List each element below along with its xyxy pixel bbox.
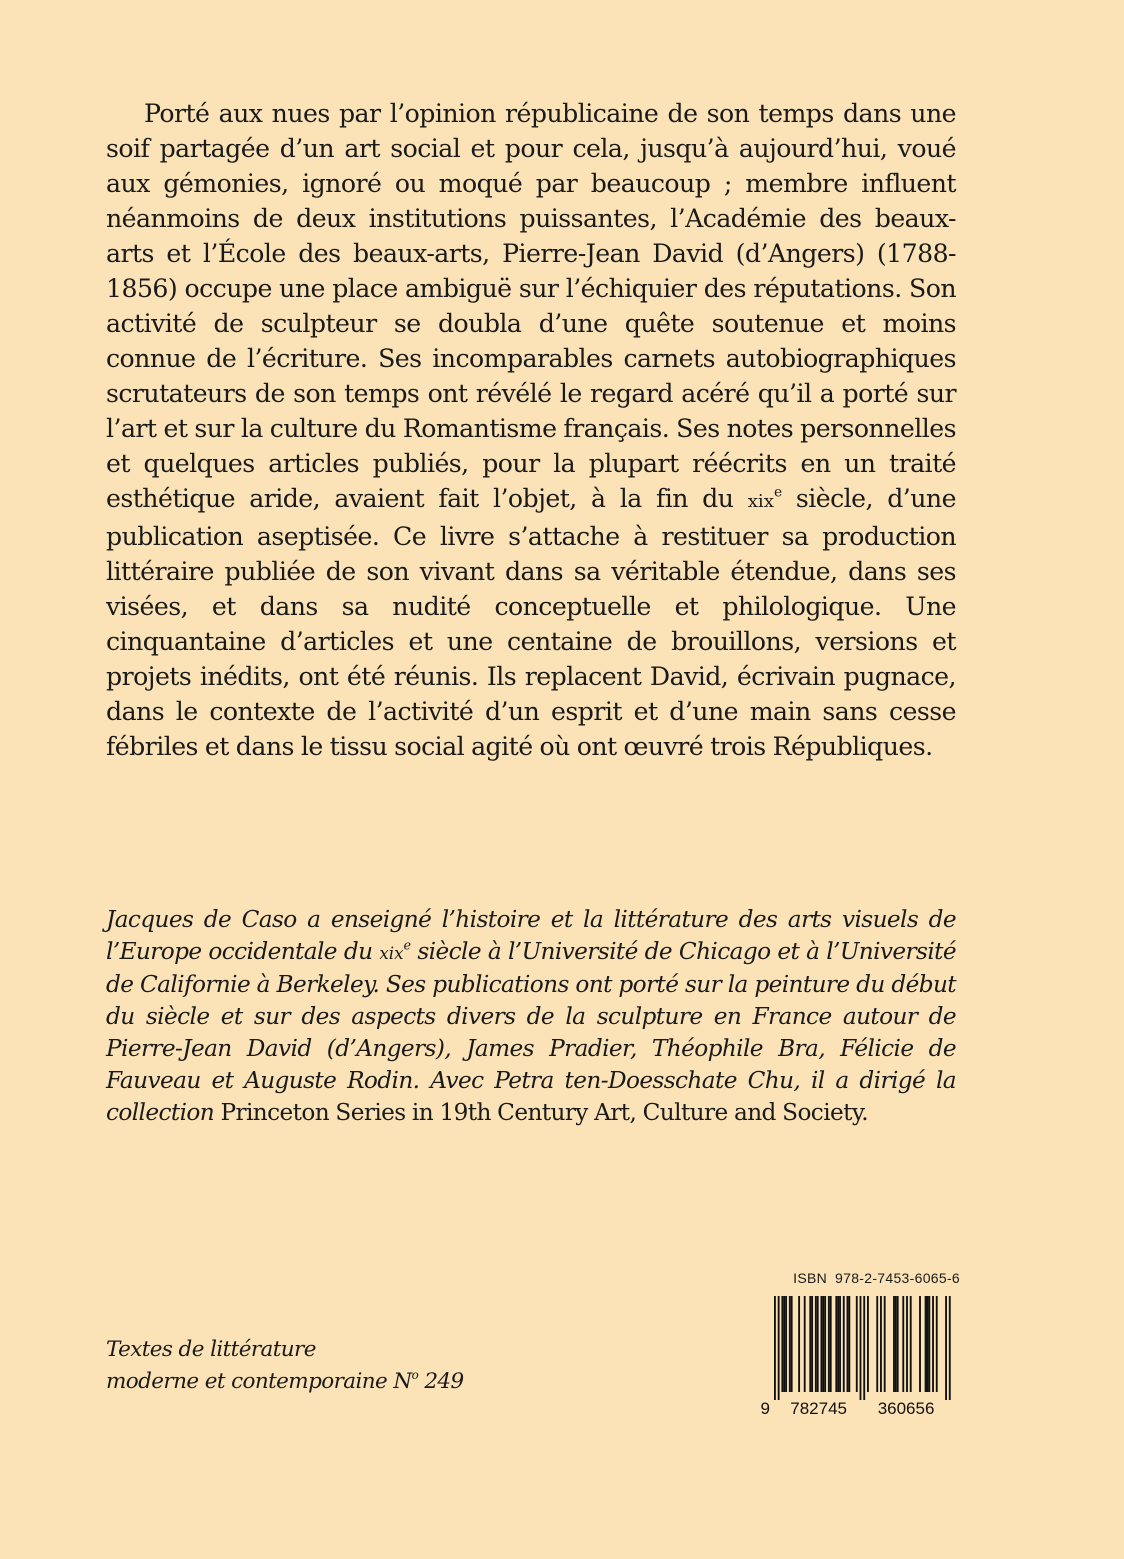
barcode-bar [867,1296,869,1392]
bio-text: Jacques de Caso a enseigné l’histoire et la littérature des arts visuels de l’Europe occidentale du [106,906,956,965]
barcode-bar [884,1296,886,1392]
series-line-2 [106,1366,606,1398]
barcode-bar [774,1296,776,1400]
barcode-bar [897,1296,899,1392]
barcode-bar [927,1296,929,1392]
barcode-bar [835,1296,837,1392]
barcode-bar [815,1296,817,1392]
barcode-bar [880,1296,882,1392]
series-info [106,1334,606,1398]
barcode-bar [936,1296,938,1392]
barcode-bar [893,1296,895,1392]
barcode-bar [902,1296,904,1392]
barcode-bar [821,1296,823,1392]
bio-century: xix [379,943,404,963]
barcode-bar [910,1296,912,1392]
barcode-bar [925,1296,927,1392]
summary-century: xix [747,491,774,512]
barcode-bar [781,1296,783,1392]
isbn-barcode-block [760,1270,960,1420]
barcode-digits: 9 [760,1399,770,1418]
barcode-bar [804,1296,806,1392]
barcode-bar [932,1296,934,1392]
barcode-bar [906,1296,908,1392]
barcode-bar [828,1296,830,1392]
summary-text-after: siècle, d’une publication aseptisée. Ce livre s’attache à restituer sa production littéraire publiée de son vivant dans sa véritable étendue, dans ses visées, et dans sa nudité conceptuelle et philologique. Une cinquantaine d’articles et une centaine de brouillons, versions et projets inédits, ont été réunis. Ils replacent David, écrivain pugnace, dans le contexte de l’activité d’un esprit et d’une main sans cesse fébriles et dans le tissu social agité où ont œuvré trois Républiques. [106,484,956,761]
summary-text: Porté aux nues par l’opinion républicaine de son temps dans une soif partagée d’un art social et pour cela, jusqu’à aujourd’hui, voué aux gémonies, ignoré ou moqué par beaucoup ; membre influent néanmoins de deux institutions puissantes, l’Académie des beaux-arts et l’École des beaux-arts, Pierre-Jean David (d’Angers) (1788-1856) occupe une place ambiguë sur l’échiquier des réputations. Son activité de sculpteur se doubla d’une quête soutenue et moins connue de l’écriture. Ses incomparables carnets autobiographiques scrutateurs de son temps ont révélé le regard acéré qu’il a porté sur l’art et sur la culture du Romantisme français. Ses notes personnelles et quelques articles publiés, pour la plupart réécrits en un traité esthétique aride, avaient fait l’objet, à la fin du [106,99,956,513]
barcode-bar [863,1296,865,1400]
barcode-bar [811,1296,813,1392]
barcode-bar [791,1296,793,1392]
bio-century-sup: e [403,938,411,954]
bio-text-after: siècle à l’Université de Chicago et à l’Université de Californie à Berkeley. Ses publications ont porté sur la peinture du début du siècle et sur des aspects divers de la sculpture en France autour de Pierre-Jean David (d’Angers), James Pradier, Théophile Bra, Félicie de Fauveau et Auguste Rodin. Avec Petra ten-Doesschate Chu, il a dirigé la collection [106,938,956,1126]
barcode-bar [848,1296,850,1392]
barcode-bar [798,1296,800,1392]
barcode-bar [928,1296,930,1392]
barcode-bar [945,1296,947,1400]
barcode-bar [817,1296,819,1392]
author-bio [106,904,956,1129]
barcode-bar [856,1296,858,1392]
barcode-digits: 782745 [790,1399,848,1418]
series-line-1: Textes de littérature [106,1337,316,1362]
barcode-bar [785,1296,787,1392]
barcode-bar [837,1296,839,1392]
barcode-image [760,1292,960,1422]
barcode-bar [876,1296,878,1392]
barcode-bar [822,1296,824,1392]
barcode-bar [783,1296,785,1392]
barcode-bar [809,1296,811,1392]
barcode-bar [860,1296,862,1400]
isbn-text [760,1270,960,1286]
barcode-bar [778,1296,780,1400]
barcode-bar [949,1296,951,1400]
barcode-bar [789,1296,791,1392]
isbn-value: 978-2-7453-6065-6 [835,1270,960,1286]
barcode-bar [824,1296,826,1392]
barcode-bar [919,1296,921,1392]
bio-collection: Princeton Series in 19th Century Art, Culture and Society. [220,1099,869,1126]
series-line-2-text: moderne et contemporaine N [106,1369,412,1394]
series-number: 249 [418,1369,464,1394]
barcode-bar [830,1296,832,1392]
series-number-sup: o [411,1368,419,1383]
isbn-label: ISBN [793,1270,828,1286]
barcode-bar [839,1296,841,1392]
barcode-bar [895,1296,897,1392]
barcode-bar [843,1296,845,1392]
barcode-bar [847,1296,849,1392]
barcode-digits: 360656 [877,1399,935,1418]
book-summary [106,96,956,764]
summary-century-sup: e [773,484,782,501]
